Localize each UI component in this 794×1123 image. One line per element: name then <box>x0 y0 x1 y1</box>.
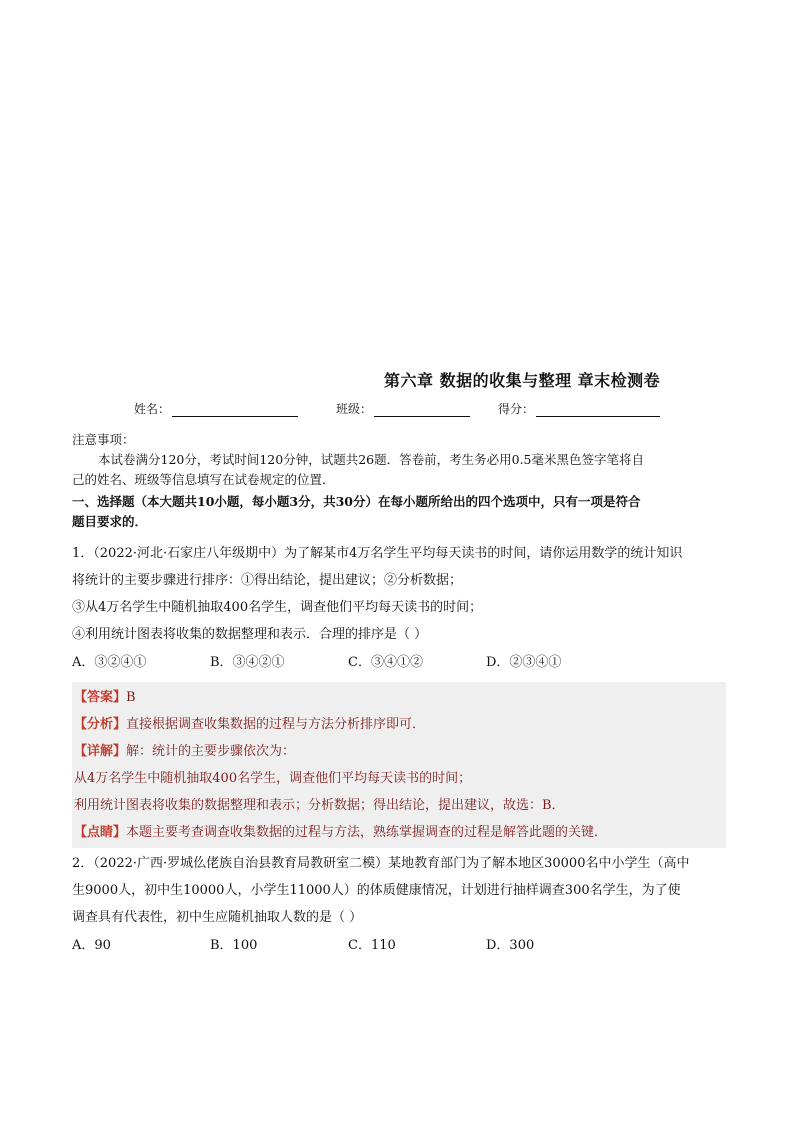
comment-text: 本题主要考查调查收集数据的过程与方法，熟练掌握调查的过程是解答此题的关键． <box>126 825 608 840</box>
option-c[interactable]: C．110 <box>348 938 396 953</box>
class-label: 班级： <box>336 402 373 416</box>
question-text: 调查具有代表性，初中生应随机抽取人数的是（ ） <box>72 910 363 925</box>
options-row <box>72 933 726 959</box>
option-d[interactable]: D．②③④① <box>486 655 562 670</box>
class-blank[interactable] <box>374 403 470 417</box>
options-row <box>72 650 726 676</box>
name-label: 姓名： <box>134 402 171 416</box>
detail-text: 解：统计的主要步骤依次为： <box>126 744 296 759</box>
question-text: 生9000人，初中生10000人，小学生11000人）的体质健康情况，计划进行抽样调查300名学生，为了使 <box>72 883 681 898</box>
answer-line <box>74 684 726 711</box>
detail-tag: 【详解】 <box>74 744 127 759</box>
page-title: 第六章 数据的收集与整理 章末检测卷 <box>384 371 661 390</box>
score-field[interactable] <box>498 400 660 417</box>
notice-line: 本试卷满分120分，考试时间120分钟，试题共26题．答卷前，考生务必用0.5毫米黑色签字笔将自 <box>98 452 645 467</box>
question-text: 2．（2022·广西·罗城仫佬族自治县教育局教研室二模）某地教育部门为了解本地区30000名中小学生（高中 <box>72 856 690 871</box>
detail-line <box>74 738 726 765</box>
question-text: 将统计的主要步骤进行排序：①得出结论，提出建议；②分析数据； <box>72 573 463 588</box>
analysis-tag: 【分析】 <box>74 717 127 732</box>
question-text: 1．（2022·河北·石家庄八年级期中）为了解某市4万名学生平均每天读书的时间，请你运用数学的统计知识 <box>72 546 683 561</box>
exam-content <box>72 430 726 959</box>
question-text: ③从4万名学生中随机抽取400名学生，调查他们平均每天读书的时间； <box>72 600 483 615</box>
notice-title: 注意事项： <box>72 432 135 447</box>
option-b[interactable]: B．100 <box>210 938 258 953</box>
analysis-text: 直接根据调查收集数据的过程与方法分析排序即可． <box>126 717 426 732</box>
class-field[interactable] <box>336 400 470 417</box>
detail-line: 利用统计图表将收集的数据整理和表示；分析数据；得出结论，提出建议，故选：B． <box>74 798 565 813</box>
student-info-row <box>0 400 794 420</box>
name-blank[interactable] <box>172 403 298 417</box>
answer-value: B <box>126 690 136 705</box>
analysis-line <box>74 711 726 738</box>
option-b[interactable]: B．③④②① <box>210 655 285 670</box>
section-heading: 题目要求的． <box>72 514 148 529</box>
option-a[interactable]: A．90 <box>72 938 111 953</box>
question-text: ④利用统计图表将收集的数据整理和表示．合理的排序是（ ） <box>72 627 428 642</box>
score-label: 得分： <box>498 402 535 416</box>
answer-tag: 【答案】 <box>74 690 127 705</box>
question-1 <box>72 540 726 848</box>
option-d[interactable]: D．300 <box>486 938 535 953</box>
comment-tag: 【点睛】 <box>74 825 127 840</box>
option-c[interactable]: C．③④①② <box>348 655 423 670</box>
answer-box <box>72 682 726 848</box>
score-blank[interactable] <box>536 403 660 417</box>
name-field[interactable] <box>134 400 298 417</box>
notice-line: 己的姓名、班级等信息填写在试卷规定的位置． <box>72 472 335 487</box>
option-a[interactable]: A．③②④① <box>72 655 147 670</box>
section-heading: 一、选择题（本大题共10小题，每小题3分，共30分）在每小题所给出的四个选项中，只有一项是符合 <box>72 494 641 509</box>
comment-line <box>74 819 726 846</box>
detail-line: 从4万名学生中随机抽取400名学生，调查他们平均每天读书的时间； <box>74 771 472 786</box>
question-2 <box>72 850 726 959</box>
